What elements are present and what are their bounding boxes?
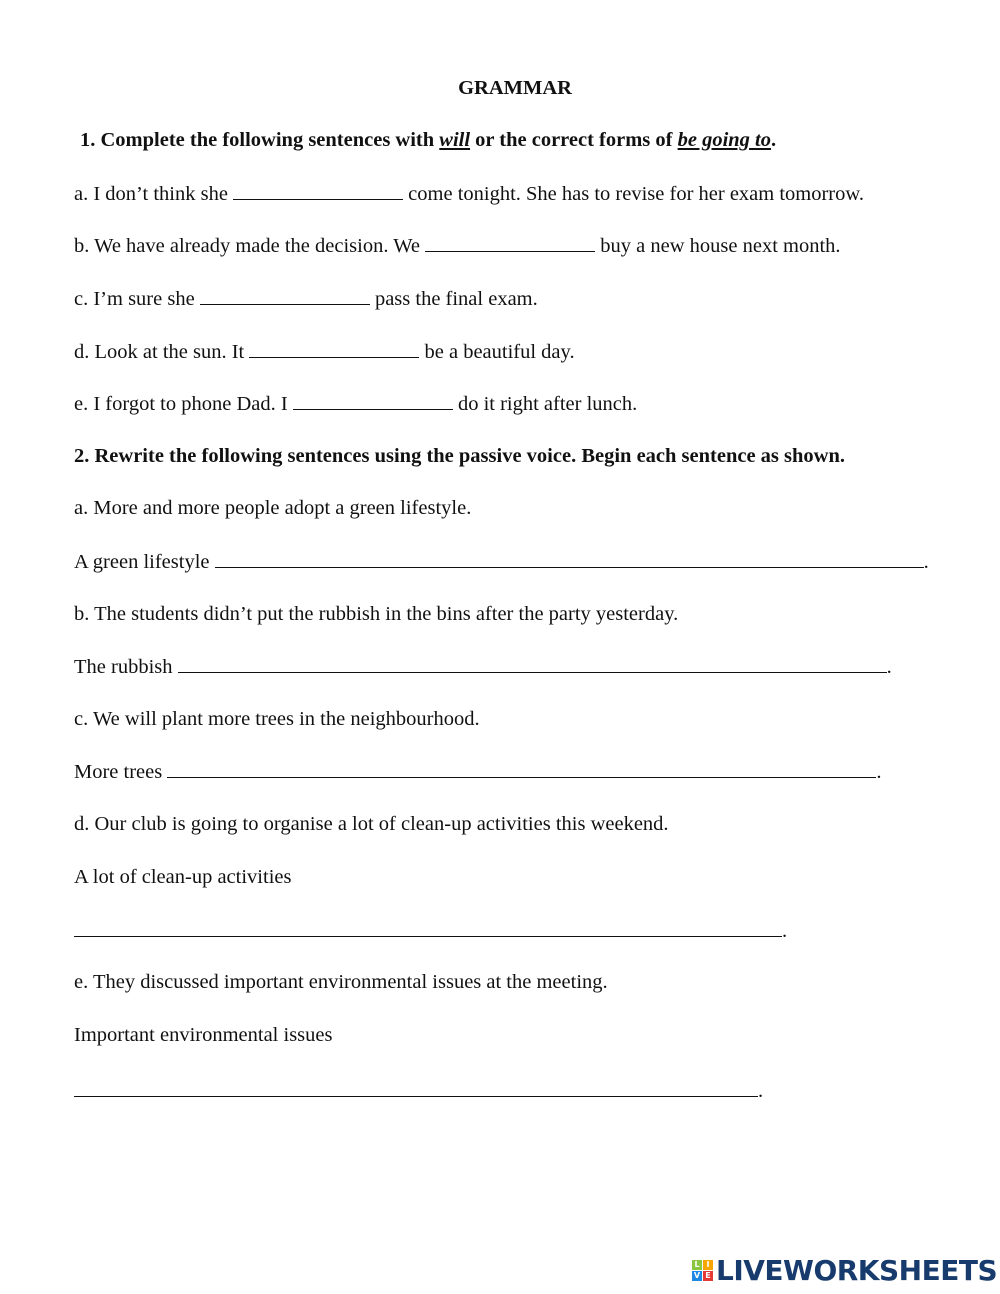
page-title: GRAMMAR xyxy=(458,77,572,99)
exercise-1-item-d xyxy=(74,339,575,364)
item-text: come tonight. She has to revise for her exam tomorrow. xyxy=(403,183,864,205)
logo-tile: V xyxy=(693,1271,701,1280)
period: . xyxy=(876,761,882,783)
item-text: be a beautiful day. xyxy=(419,341,575,363)
exercise-2-answer-e xyxy=(74,1078,763,1103)
answer-blank[interactable] xyxy=(293,391,453,410)
exercise-1-item-b xyxy=(74,233,841,258)
logo-tile: I xyxy=(703,1260,713,1270)
item-text: c. I’m sure she xyxy=(74,288,200,310)
item-text: a. I don’t think she xyxy=(74,183,234,205)
sentence-start: More trees xyxy=(74,761,168,783)
answer-blank[interactable] xyxy=(178,654,887,673)
period: . xyxy=(758,1080,764,1102)
period: . xyxy=(923,551,929,573)
exercise-1-item-a xyxy=(74,181,864,206)
logo-tile: E xyxy=(703,1271,713,1281)
exercise-2-answer-b xyxy=(74,654,892,679)
exercise-2-start-d: A lot of clean-up activities xyxy=(74,866,292,888)
heading-text: . xyxy=(771,129,777,151)
item-text: d. Look at the sun. It xyxy=(74,341,250,363)
sentence-start: The rubbish xyxy=(74,656,178,678)
exercise-1-item-e xyxy=(74,391,637,416)
item-text: buy a new house next month. xyxy=(595,235,841,257)
item-text: e. I forgot to phone Dad. I xyxy=(74,393,293,415)
exercise-2-answer-d xyxy=(74,918,787,943)
answer-blank[interactable] xyxy=(233,181,403,200)
answer-blank[interactable] xyxy=(215,549,924,568)
exercise-2-sentence-c: c. We will plant more trees in the neighbourhood. xyxy=(74,708,480,730)
item-text: b. We have already made the decision. We xyxy=(74,235,426,257)
exercise-2-start-e: Important environmental issues xyxy=(74,1024,333,1046)
exercise-2-answer-c xyxy=(74,759,881,784)
logo-tile: L xyxy=(692,1260,702,1270)
heading-text: or the correct forms of xyxy=(470,129,678,151)
sentence-start: A green lifestyle xyxy=(74,551,215,573)
logo-text: LIVEWORKSHEETS xyxy=(716,1254,998,1287)
heading-text: 1. Complete the following sentences with xyxy=(80,129,440,151)
logo-tiles-icon xyxy=(692,1260,713,1281)
exercise-1-heading xyxy=(80,128,776,152)
exercise-2-answer-a xyxy=(74,549,929,574)
exercise-2-sentence-a: a. More and more people adopt a green lifestyle. xyxy=(74,497,472,519)
exercise-2-heading: 2. Rewrite the following sentences using the passive voice. Begin each sentence as shown. xyxy=(74,445,845,467)
answer-blank[interactable] xyxy=(167,759,876,778)
liveworksheets-logo xyxy=(692,1254,997,1287)
exercise-2-sentence-d: d. Our club is going to organise a lot of clean-up activities this weekend. xyxy=(74,813,669,835)
period: . xyxy=(886,656,892,678)
answer-blank[interactable] xyxy=(425,233,595,252)
period: . xyxy=(782,920,788,942)
exercise-1-item-c xyxy=(74,286,538,311)
answer-blank[interactable] xyxy=(74,1078,758,1097)
answer-blank[interactable] xyxy=(200,286,370,305)
answer-blank[interactable] xyxy=(249,339,419,358)
exercise-2-sentence-b: b. The students didn’t put the rubbish in the bins after the party yesterday. xyxy=(74,603,679,625)
keyword-be-going-to: be going to xyxy=(677,129,772,151)
item-text: pass the final exam. xyxy=(369,288,538,310)
exercise-2-sentence-e: e. They discussed important environmental issues at the meeting. xyxy=(74,971,608,993)
item-text: do it right after lunch. xyxy=(452,393,638,415)
answer-blank[interactable] xyxy=(74,918,782,937)
keyword-will: will xyxy=(439,129,471,151)
